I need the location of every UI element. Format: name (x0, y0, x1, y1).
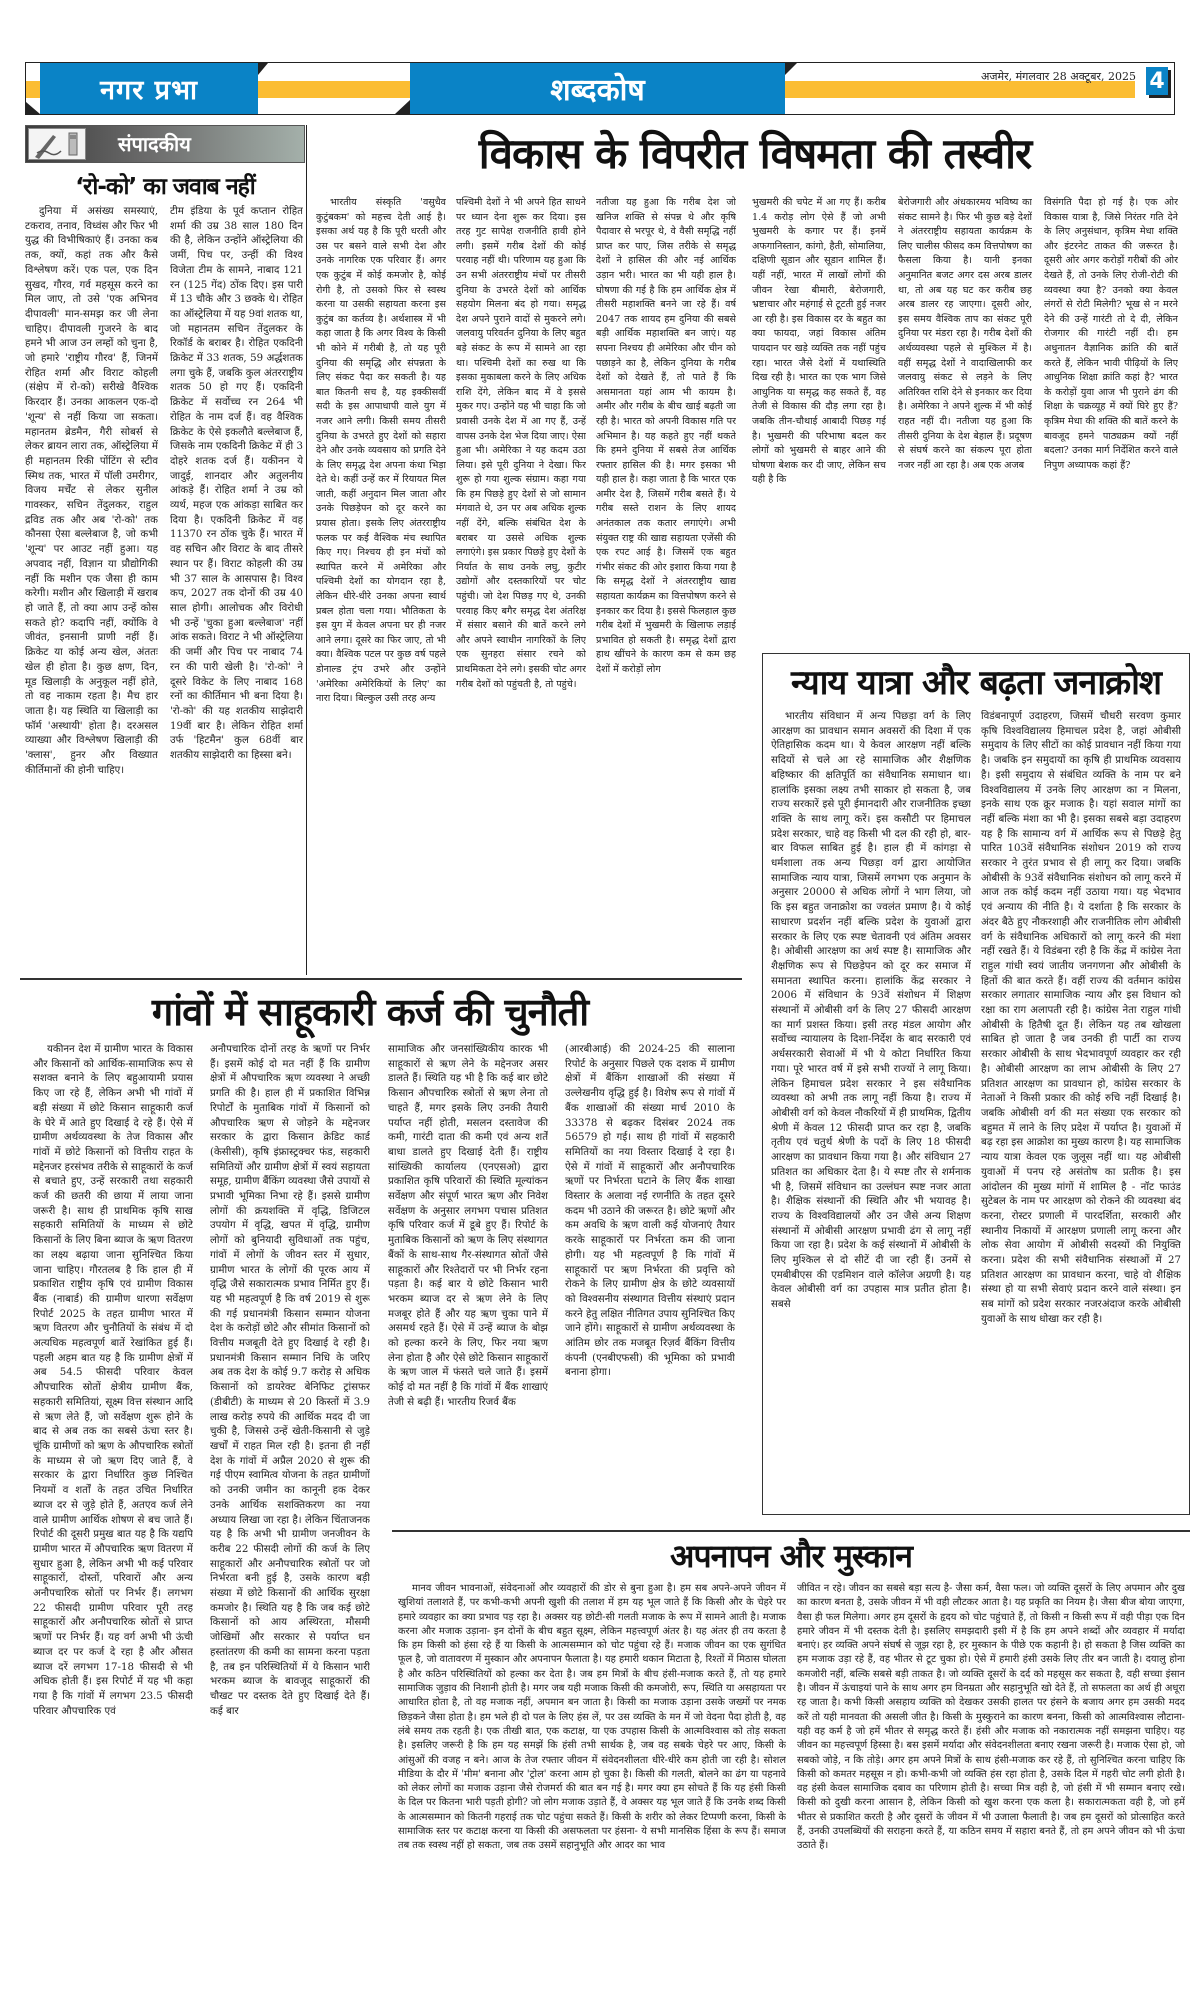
lead-article-column-5 (898, 196, 1032, 641)
rural-article-paragraph: यकीनन देश में ग्रामीण भारत के विकास और किसानों को आर्थिक-सामाजिक रूप से सशक्त बनाने के लिए बहुआयामी प्रयास किए जा रहे हैं, लेकिन अभी भी गांवों में बड़ी संख्या में छोटे किसान साहूकारी कर्ज के घेरे में आते हुए दिखाई दे रहे हैं। ऐसे में ग्रामीण अर्थव्यवस्था के तेज विकास और गांवों में छोटे किसानों को वित्तीय राहत के मद्देनजर हरसंभव तरीके से साहूकारों के कर्ज से बचाते हुए, उन्हें सरकारी तथा सहकारी कर्ज की छतरी की छाया में लाया जाना जरूरी है। साथ ही प्राथमिक कृषि साख सहकारी समितियों के माध्यम से छोटे किसानों के लिए बिना ब्याज के ऋण वितरण का लक्ष्य बढ़ाया जाना सुनिश्चित किया जाना चाहिए। गौरतलब है कि हाल ही में प्रकाशित राष्ट्रीय कृषि एवं ग्रामीण विकास बैंक (नाबार्ड) की ग्रामीण धारणा सर्वेक्षण रिपोर्ट 2025 के तहत ग्रामीण भारत में ऋण वितरण और चुनौतियों के संबंध में दो अत्यधिक महत्वपूर्ण बातें रेखांकित हुई हैं। पहली अहम बात यह है कि ग्रामीण क्षेत्रों में अब 54.5 फीसदी परिवार केवल औपचारिक स्रोतों क्षेत्रीय ग्रामीण बैंक, सहकारी समितियां, सूक्ष्म वित्त संस्थान आदि से ऋण लेते हैं, जो सर्वेक्षण शुरू होने के बाद से अब तक का सबसे ऊंचा स्तर है। चूंकि ग्रामीणों को ऋण के औपचारिक स्त्रोतों के माध्यम से जो ऋण दिए जाते हैं, वे सरकार के द्वारा निर्धारित कुछ निश्चित नियमों व शर्तों के तहत उचित निर्धारित ब्याज दर से जुड़े होते हैं, अतएव कर्ज लेने वाले ग्रामीण आर्थिक शोषण से बच जाते हैं। रिपोर्ट की दूसरी प्रमुख बात यह है कि यद्यपि ग्रामीण भारत में औपचारिक ऋण वितरण में सुधार हुआ है, लेकिन अभी भी कई परिवार साहूकारों, दोस्तों, परिवारों और अन्य अनौपचारिक स्रोतों पर निर्भर हैं। लगभग 22 फीसदी ग्रामीण परिवार पूरी तरह साहूकारों और अनौपचारिक स्रोतों से प्राप्त ऋणों पर निर्भर हैं। यह वर्ग अभी भी ऊंची ब्याज दर पर कर्ज दे रहा है और औसत ब्याज दरें लगभग 17-18 फीसदी से भी अधिक होती हैं। इस रिपोर्ट में यह भी कहा गया है कि गांवों में लगभग 23.5 फीसदी परिवार औपचारिक एवं (33, 1044, 193, 1717)
rural-article-headline: गांवों में साहूकारी कर्ज की चुनौती (151, 990, 589, 1034)
boxed-article-column-2 (981, 710, 1181, 1510)
rural-article-paragraph: सामाजिक और जनसांख्यिकीय कारक भी साहूकारों से ऋण लेने के मद्देनजर असर डालते हैं। स्थिति यह भी है कि कई बार छोटे किसान औपचारिक स्त्रोतों से ऋण लेना तो चाहते हैं, मगर इसके लिए उनकी तैयारी पर्याप्त नहीं होती, मसलन दस्तावेज की कमी, गारंटी दाता की कमी एवं अन्य शर्तें बाधा डालते हुए दिखाई देती हैं। राष्ट्रीय सांख्यिकी कार्यालय (एनएसओ) द्वारा प्रकाशित कृषि परिवारों की स्थिति मूल्यांकन सर्वेक्षण और संपूर्ण भारत ऋण और निवेश सर्वेक्षण के अनुसार लगभग पचास प्रतिशत कृषि परिवार कर्ज में डूबे हुए हैं। रिपोर्ट के मुताबिक किसानों को ऋण के लिए संस्थागत बैंकों के साथ-साथ गैर-संस्थागत स्रोतों जैसे साहूकारों और रिश्तेदारों पर भी निर्भर रहना पड़ता है। कई बार ये छोटे किसान भारी भरकम ब्याज दर से ऋण लेने के लिए मजबूर होते हैं और यह ऋण चुका पाने में असमर्थ रहते हैं। ऐसे में उन्हें ब्याज के बोझ को हल्का करने के लिए, फिर नया ऋण लेना होता है और ऐसे छोटे किसान साहूकारों के ऋण जाल में फंसते चले जाते हैं। इसमें कोई दो मत नहीं है कि गांवों में बैंक शाखाएं तेजी से बढ़ी हैं। भारतीय रिजर्व बैंक (388, 1044, 548, 1408)
smile-article-paragraph: जीवित न रहे। जीवन का सबसे बड़ा सत्य है- जैसा कर्म, वैसा फल। जो व्यक्ति दूसरों के लिए अपमान और दुख का कारण बनता है, उसके जीवन में भी वही लौटकर आता है। यह प्रकृति का नियम है। जैसा बीज बोया जाएगा, वैसा ही फल मिलेगा। अगर हम दूसरों के हृदय को चोट पहुंचाते हैं, तो किसी न किसी रूप में वही पीड़ा एक दिन हमारे जीवन में भी दस्तक देती है। इसलिए समझदारी इसी में है कि हम अपने शब्दों और व्यवहार में मर्यादा बनाएं। हर व्यक्ति अपने संघर्ष से जूझ रहा है, हर मुस्कान के पीछे एक कहानी है। हो सकता है जिस व्यक्ति का हम मजाक उड़ा रहे हैं, वह भीतर से टूट चुका हो। ऐसे में हमारी हंसी उसके लिए तीर बन जाती है। दयालु होना कमजोरी नहीं, बल्कि सबसे बड़ी ताकत है। जो व्यक्ति दूसरों के दर्द को महसूस कर सकता है, वही सच्चा इंसान है। जीवन में ऊंचाइयां पाने के साथ अगर हम विनम्रता और सहानुभूति खो देते हैं, तो सफलता का अर्थ ही अधूरा रह जाता है। कभी किसी असहाय व्यक्ति को देखकर उसकी हालत पर हंसने के बजाय अगर हम उसकी मदद करें तो यही मानवता की असली जीत है। किसी के मुस्कुराने का कारण बनना, किसी को आत्मविश्वास लौटाना- यही वह कर्म है जो हमें भीतर से समृद्ध करते हैं। हंसी और मजाक को नकारात्मक नहीं समझना चाहिए। यह जीवन का महत्त्वपूर्ण हिस्सा है। बस इसमें मर्यादा और संवेदनशीलता बनाए रखना जरूरी है। मजाक ऐसा हो, जो सबको जोड़े, न कि तोड़े। अगर हम अपने मित्रों के साथ हंसी-मजाक कर रहे हैं, तो सुनिश्चित करना चाहिए कि किसी को कमतर महसूस न हो। कभी-कभी जो व्यक्ति हंस रहा होता है, उसके दिल में गहरी चोट लगी होती है। वह हंसी केवल सामाजिक दबाव का परिणाम होती है। सच्चा मित्र वही है, जो हंसी में भी सम्मान बनाए रखे। किसी को दुखी करना आसान है, लेकिन किसी को खुश करना एक कला है। सकारात्मकता वही है, जो हमें भीतर से प्रकाशित करती है और दूसरों के जीवन में भी उजाला फैलाती है। जब हम दूसरों को प्रोत्साहित करते हैं, उनकी उपलब्धियों की सराहना करते हैं, या कठिन समय में सहारा बनते हैं, तो हम अपने जीवन को भी ऊंचा उठाते हैं। (797, 1583, 1185, 1852)
lead-article-column-6 (1044, 196, 1178, 641)
editorial-banner (25, 125, 305, 163)
boxed-article-paragraph: भारतीय संविधान में अन्य पिछड़ा वर्ग के लिए आरक्षण का प्रावधान समान अवसरों की दिशा में एक ऐतिहासिक कदम था। ये केवल आरक्षण नहीं बल्कि सदियों से चले आ रहे सामाजिक और शैक्षणिक बहिष्कार की क्षतिपूर्ति का संवैधानिक समाधान था। हालांकि इसका लक्ष्य तभी साकार हो सकता है, जब राज्य सरकारें इसे पूरी ईमानदारी और राजनीतिक इच्छा शक्ति के साथ लागू करें। इस कसौटी पर हिमाचल प्रदेश सरकार, चाहे वह किसी भी दल की रही हो, बार-बार विफल साबित हुई है। हाल ही में कांगड़ा से धर्मशाला तक अन्य पिछड़ा वर्ग द्वारा आयोजित सामाजिक न्याय यात्रा, जिसमें लगभग एक अनुमान के अनुसार 20000 से अधिक लोगों ने भाग लिया, जो कि इस बहुत जनाक्रोश का ज्वलंत प्रमाण है। ये कोई साधारण प्रदर्शन नहीं बल्कि प्रदेश के युवाओं द्वारा सरकार के लिए एक स्पष्ट चेतावनी एवं अंतिम अवसर है। ओबीसी आरक्षण का अर्थ स्पष्ट है। सामाजिक और शैक्षणिक रूप से पिछड़ेपन को दूर कर समाज में समानता स्थापित करना। हालांकि केंद्र सरकार ने 2006 में संविधान के 93वें संशोधन में शिक्षण संस्थानों में ओबीसी वर्ग के लिए 27 फीसदी आरक्षण का मार्ग प्रशस्त किया। इसी तरह मंडल आयोग और सर्वोच्च न्यायालय के दिशा-निर्देश के बाद सरकारी एवं अर्धसरकारी सेवाओं में भी ये कोटा निर्धारित किया गया। पूरे भारत वर्ष में इसे सभी राज्यों ने लागू किया। लेकिन हिमाचल प्रदेश सरकार ने इस संवैधानिक व्यवस्था को अभी तक लागू नहीं किया है। राज्य में ओबीसी वर्ग को केवल नौकरियों में ही प्राथमिक, द्वितीय श्रेणी में केवल 12 फीसदी प्राप्त कर रहा है, जबकि तृतीय एवं चतुर्थ श्रेणी के पदों के लिए 18 फीसदी आरक्षण का प्रावधान किया गया है। और संविधान 27 प्रतिशत का अधिकार देता है। ये स्पष्ट तौर से शर्मनाक भी है, जिसमें संविधान का उल्लंघन स्पष्ट नजर आता है। शैक्षिक संस्थानों की स्थिति और भी भयावह है। राज्य के विश्वविद्यालयों और उन जैसे अन्य शिक्षण संस्थानों में ओबीसी आरक्षण प्रभावी ढंग से लागू नहीं किया जा रहा है। प्रदेश के कई संस्थानों में ओबीसी के लिए मुश्किल से दो सीटें दी जा रही हैं। उनमें से एमबीबीएस की एडमिशन वाले कॉलेज अग्रणी है। यह केवल ओबीसी वर्ग का उपहास मात्र प्रतीत होता है। सबसे (771, 711, 971, 1311)
section-name-nagar-prabha: नगर प्रभा (40, 63, 258, 114)
boxed-article (762, 653, 1190, 1515)
masthead-corner-triangle (785, 63, 797, 75)
rural-article-column-2 (210, 1043, 370, 1983)
lead-article-paragraph: विसंगति पैदा हो गई है। एक ओर विकास यात्रा है, जिसे निरंतर गति देने के लिए अनुसंधान, कृत्रिम मेधा शक्ति और इंटरनेट ताकत की जरूरत है। दूसरी ओर अगर करोड़ों गरीबों की ओर देखते हैं, तो उनके लिए रोजी-रोटी की व्यवस्था क्या है? उनको क्या केवल लंगरों से रोटी मिलेगी? भूख से न मरने देने की उन्हें गारंटी तो दे दी, लेकिन रोजगार की गारंटी नहीं दी। हम अधुनातन वैज्ञानिक क्रांति की बातें करते हैं, लेकिन भावी पीढ़ियों के लिए आधुनिक शिक्षा क्रांति कहां है? भारत के करोड़ों युवा आज भी पुराने ढंग की शिक्षा के चक्रव्यूह में क्यों घिरे हुए हैं? कृत्रिम मेधा की शक्ति की बातें करने के बावजूद हमने पाठ्यक्रम क्यों नहीं बदला? उनका मार्ग निर्देशित करने वाले निपुण अध्यापक कहां हैं? (1044, 197, 1178, 471)
rural-article-paragraph: अनौपचारिक दोनों तरह के ऋणों पर निर्भर हैं। इसमें कोई दो मत नहीं हैं कि ग्रामीण क्षेत्रों में औपचारिक ऋण व्यवस्था ने अच्छी प्रगति की है। हाल ही में प्रकाशित विभिन्न रिपोर्टों के मुताबिक गांवों में किसानों को औपचारिक ऋण से जोड़ने के मद्देनजर सरकार के द्वारा किसान क्रेडिट कार्ड (केसीसी), कृषि इंफ्रास्ट्रक्चर फंड, सहकारी समितियों और ग्रामीण क्षेत्रों में स्वयं सहायता समूह, ग्रामीण बैंकिंग व्यवस्था जैसे उपायों से प्रभावी भूमिका निभा रहे हैं। इससे ग्रामीण लोगों की क्रयशक्ति में वृद्धि, डिजिटल उपयोग में वृद्धि, खपत में वृद्धि, ग्रामीण लोगों को बुनियादी सुविधाओं तक पहुंच, गांवों में लोगों के जीवन स्तर में सुधार, ग्रामीण भारत के लोगों की पूरक आय में वृद्धि जैसे सकारात्मक प्रभाव निर्मित हुए हैं। यह भी महत्वपूर्ण है कि वर्ष 2019 से शुरू की गई प्रधानमंत्री किसान सम्मान योजना देश के करोड़ों छोटे और सीमांत किसानों को वित्तीय मजबूती देते हुए दिखाई दे रही है। प्रधानमंत्री किसान सम्मान निधि के जरिए अब तक देश के कोई 9.7 करोड़ से अधिक किसानों को डायरेक्ट बेनिफिट ट्रांसफर (डीबीटी) के माध्यम से 20 किस्तों में 3.9 लाख करोड़ रुपये की आर्थिक मदद दी जा चुकी है, जिससे उन्हें खेती-किसानी से जुड़े खर्चों में राहत मिल रही है। इतना ही नहीं देश के गांवों में अप्रैल 2020 से शुरू की गई पीएम स्वामित्व योजना के तहत ग्रामीणों को उनकी जमीन का कानूनी हक देकर उनके आर्थिक सशक्तिकरण का नया अध्याय लिखा जा रहा है। लेकिन चिंताजनक यह है कि अभी भी ग्रामीण जनजीवन के करीब 22 फीसदी लोगों की कर्ज के लिए साहूकारों और अनौपचारिक स्त्रोतों पर जो निर्भरता बनी हुई है, उसके कारण बड़ी संख्या में छोटे किसानों की आर्थिक सुरक्षा कमजोर है। स्थिति यह है कि जब कई छोटे किसानों को आय अस्थिरता, मौसमी जोखिमों और सरकार से पर्याप्त धन हस्तांतरण की कमी का सामना करना पड़ता है, तब इन परिस्थितियों में ये किसान भारी भरकम ब्याज के बावजूद साहूकारों की चौखट पर दस्तक देते हुए दिखाई देते हैं। कई बार (210, 1044, 370, 1717)
pen-writing-icon (28, 128, 86, 160)
boxed-article-column-1 (771, 710, 971, 1510)
masthead-corner-triangle (395, 100, 410, 114)
section-divider (20, 978, 742, 980)
lead-article-paragraph: भारतीय संस्कृति 'वसुधैव कुटुंबकम' को महत्त्व देती आई है। इसका अर्थ यह है कि पूरी धरती और उस पर बसने वाले सभी देश और उनके नागरिक एक परिवार हैं। अगर एक कुटुंब में कोई कमजोर है, कोई रोगी है, तो उसको फिर से स्वस्थ करना या उसकी सहायता करना इस कुटुंब का कर्तव्य है। अर्थशास्त्र में भी कहा जाता है कि अगर विश्व के किसी भी कोने में गरीबी है, तो यह पूरी दुनिया की समृद्धि और संपन्नता के लिए संकट पैदा कर सकती है। यह बात कितनी सच है, यह इक्कीसवीं सदी के इस आपाधापी वाले युग में नजर आने लगी। किसी समय तीसरी दुनिया के उभरते हुए देशों को सहारा देने और उनके व्यवसाय को प्रगति देने के लिए समृद्ध देश अपना कंधा भिड़ा देते थे। कहीं उन्हें कर में रियायत मिल जाती, कहीं अनुदान मिल जाता और उनके पिछड़ेपन को दूर करने का प्रयास होता। इसके लिए अंतरराष्ट्रीय फलक पर कई वैश्विक मंच स्थापित किए गए। निश्चय ही इन मंचों को स्थापित करने में अमेरिका और पश्चिमी देशों का योगदान रहा है, लेकिन धीरे-धीरे उनका अपना स्वार्थ प्रबल होता चला गया। भौतिकता के इस युग में केवल अपना घर ही नजर आने लगा। दूसरे का फिर जाए, तो भी क्या। वैश्विक पटल पर कुछ वर्ष पहले डोनाल्ड ट्रंप उभरे और उन्होंने 'अमेरिका अमेरिकियों के लिए' का नारा दिया। बिल्कुल उसी तरह अन्य (316, 197, 446, 705)
lead-article-column-2 (456, 196, 586, 974)
column-gutter (745, 128, 746, 978)
rural-article-column-4 (565, 1043, 735, 1513)
rural-article-paragraph: (आरबीआई) की 2024-25 की सालाना रिपोर्ट के अनुसार पिछले एक दशक में ग्रामीण क्षेत्रों में बैंकिंग शाखाओं की संख्या में उल्लेखनीय वृद्धि हुई है। विशेष रूप से गांवों में बैंक शाखाओं की संख्या मार्च 2010 के 33378 से बढ़कर दिसंबर 2024 तक 56579 हो गई। साथ ही गांवों में सहकारी समितियों का नया विस्तार दिखाई दे रहा है। ऐसे में गांवों में साहूकारों और अनौपचारिक ऋणों पर निर्भरता घटाने के लिए बैंक शाखा विस्तार के अलावा नई रणनीति के तहत दूसरे कदम भी उठाने की जरूरत है। छोटे ऋणों और कम अवधि के ऋण वाली कई योजनाएं तैयार करके साहूकारों पर निर्भरता कम की जाना होगी। यह भी महत्वपूर्ण है कि गांवों में साहूकारों पर ऋण निर्भरता की प्रवृत्ति को रोकने के लिए ग्रामीण क्षेत्र के छोटे व्यवसायों को विश्वसनीय संस्थागत वित्तीय संस्थाएं प्रदान करने हेतु लक्षित नीतिगत उपाय सुनिश्चित किए जाने होंगे। साहूकारों से ग्रामीण अर्थव्यवस्था के आंतिम छोर तक मजबूत रिज़र्व बैंकिंग वित्तीय कंपनी (एनबीएफसी) की भूमिका को प्रभावी बनाना होगा। (565, 1044, 735, 1379)
editorial-title: ‘रो-को’ का जवाब नहीं (75, 174, 255, 200)
lead-article-column-3 (596, 196, 736, 974)
boxed-article-headline: न्याय यात्रा और बढ़ता जनाक्रोश (790, 663, 1162, 703)
rural-article-column-1 (33, 1043, 193, 1983)
masthead-corner-triangle (258, 63, 268, 75)
editorial-column-1 (25, 205, 158, 975)
lead-article-column-4 (752, 196, 886, 641)
masthead-stripe-middle (258, 81, 410, 98)
section-name-shabdkosh: शब्दकोष (410, 63, 785, 114)
lead-article-paragraph: भुखमरी की चपेट में आ गए हैं। करीब 1.4 करोड़ लोग ऐसे हैं जो अभी भुखमरी के कगार पर हैं। इनमें अफगानिस्तान, कांगो, हैती, सोमालिया, दक्षिणी सूडान और सूडान शामिल हैं। यहीं नहीं, भारत में लाखों लोगों की जीवन रेखा बीमारी, बेरोजगारी, भ्रष्टाचार और महंगाई से टूटती हुई नजर आ रही है। इस विकास दर के बहुत का क्या फायदा, जहां विकास अंतिम पायदान पर खड़े व्यक्ति तक नहीं पहुंच रहा। भारत जैसे देशों में यथास्थिति दिख रही है। भारत का एक भाग जिसे आधुनिक या समृद्ध कह सकते हैं, वह तेजी से विकास की दौड़ लगा रहा है। जबकि तीन-चौथाई आबादी पिछड़ गई है। भुखमरी की परिभाषा बदल कर लोगों को भुखमरी से बाहर आने की घोषणा बेशक कर दी जाए, लेकिन सच यही है कि (752, 197, 886, 486)
smile-article-column-1 (398, 1582, 786, 1982)
lead-article-paragraph: बेरोजगारी और अंधकारमय भविष्य का संकट सामने है। फिर भी कुछ बड़े देशों ने अंतरराष्ट्रीय सहायता कार्यक्रम के लिए चालीस फीसद कम वित्तपोषण का फैसला किया है। यानी इनका अनुमानित बजट अगर दस अरब डालर था, तो अब यह घट कर करीब छह अरब डालर रह जाएगा। दूसरी ओर, इस समय वैश्विक ताप का संकट पूरी दुनिया पर मंडरा रहा है। गरीब देशों की अर्थव्यवस्था पहले से मुश्किल में है। वहीं समृद्ध देशों ने वादाखिलाफी कर जलवायु संकट से लड़ने के लिए अतिरिक्त राशि देने से इनकार कर दिया है। अमेरिका ने अपने शुल्क में भी कोई राहत नहीं दी। नतीजा यह हुआ कि तीसरी दुनिया के देश बेहाल हैं। प्रदूषण से संघर्ष करने का संकल्प पूरा होता नजर नहीं आ रहा है। अब एक अजब (898, 197, 1032, 471)
editorial-section (25, 125, 307, 975)
editorial-paragraph: टीम इंडिया के पूर्व कप्तान रोहित शर्मा की उम्र 38 साल 180 दिन की है, लेकिन उन्होंने ऑस्ट्रेलिया की जमीं, पिच पर, उन्हीं की विश्व विजेता टीम के सामने, नाबाद 121 रन (125 गेंद) ठोंक दिए। इस पारी में 13 चौके और 3 छक्के थे। रोहित का ऑस्ट्रेलिया में यह 9वां शतक था, जो महानतम सचिन तेंदुलकर के रिकॉर्ड के बराबर है। रोहित एकदिनी क्रिकेट में 33 शतक, 59 अर्द्धशतक लगा चुके हैं, जबकि कुल अंतरराष्ट्रीय शतक 50 हो गए हैं। एकदिनी क्रिकेट में सर्वोच्च रन 264 भी रोहित के नाम दर्ज हैं। वह वैश्विक क्रिकेट के ऐसे इकलौते बल्लेबाज हैं, जिसके नाम एकदिनी क्रिकेट में ही 3 दोहरे शतक दर्ज हैं। यकीनन ये जादुई, शानदार और अतुलनीय आंकड़े हैं। रोहित शर्मा ने उम्र को व्यर्थ, महज एक आंकड़ा साबित कर दिया है। एकदिनी क्रिकेट में वह 11370 रन ठोंक चुके हैं। भारत में वह सचिन और विराट के बाद तीसरे स्थान पर हैं। विराट कोहली की उम्र भी 37 साल के आसपास है। विश्व कप, 2027 तक दोनों की उम्र 40 साल होगी। आलोचक और विरोधी भी उन्हें 'चुका हुआ बल्लेबाज' नहीं आंक सकते। विराट ने भी ऑस्ट्रेलिया की जमीं और पिच पर नाबाद 74 रन की पारी खेली है। 'रो-को' ने दूसरे विकेट के लिए नाबाद 168 रनों का कीर्तिमान भी बना दिया है। 'रो-को' की यह शतकीय साझेदारी 19वीं बार है। लेकिन रोहित शर्मा उर्फ 'हिटमैन' कुल 68वीं बार शतकीय साझेदारी का हिस्सा बने। (170, 206, 303, 762)
boxed-article-paragraph: विडंबनापूर्ण उदाहरण, जिसमें चौधरी सरवण कुमार कृषि विश्वविद्यालय हिमाचल प्रदेश है, जहां ओबीसी समुदाय के लिए सीटों का कोई प्रावधान नहीं किया गया है। जबकि इन समुदायों का कृषि ही प्राथमिक व्यवसाय है। इसी समुदाय से संबंधित व्यक्ति के नाम पर बने विश्वविद्यालय में उनके लिए आरक्षण का न मिलना, इनके साथ एक क्रूर मजाक है। यहां सवाल मांगों का नहीं बल्कि मंशा का भी है। इसका सबसे बड़ा उदाहरण यह है कि सामान्य वर्ग में आर्थिक रूप से पिछड़े हेतु पारित 103वें संवैधानिक संशोधन 2019 को राज्य सरकार ने तुरंत प्रभाव से ही लागू कर दिया। जबकि ओबीसी के 93वें संवैधानिक संशोधन को लागू करने में आज तक कोई कदम नहीं उठाया गया। यह भेदभाव एवं अन्याय की नीति है। ये दर्शाता है कि सरकार के अंदर बैठे हुए नौकरशाही और राजनीतिक लोग ओबीसी वर्ग के संवैधानिक अधिकारों को लागू करने की मंशा नहीं रखते हैं। ये विडंबना रही है कि केंद्र में कांग्रेस नेता राहुल गांधी स्वयं जातीय जनगणना और ओबीसी के हितों की बात करते हैं। वहीं राज्य की वर्तमान कांग्रेस सरकार लगातार सामाजिक न्याय और इस विधान को रक्षा का राग अलापती रही है। कांग्रेस नेता राहुल गांधी ओबीसी के हितैषी दूत हैं। लेकिन यह तब खोखला साबित हो जाता है जब उनकी ही पार्टी का राज्य सरकार ओबीसी के साथ भेदभावपूर्ण व्यवहार कर रही है। ओबीसी आरक्षण का लाभ ओबीसी के लिए 27 प्रतिशत आरक्षण का प्रावधान हो, कांग्रेस सरकार के नेताओं ने किसी प्रकार की कोई रुचि नहीं दिखाई है। जबकि ओबीसी वर्ग की मत संख्या एक सरकार को बहुमत में लाने के लिए प्रदेश में पर्याप्त है। युवाओं में बढ़ रहा इस आक्रोश का मुख्य कारण है। यह सामाजिक न्याय यात्रा केवल एक जुलूस नहीं था। यह ओबीसी युवाओं में पनप रहे असंतोष का प्रतीक है। इस आंदोलन की मुख्य मांगों में शामिल है - नॉट फाउंड सुटेबल के नाम पर आरक्षण को रोकने की व्यवस्था बंद करना, रोस्टर प्रणाली में पारदर्शिता, सरकारी और स्थानीय निकायों में आरक्षण प्रणाली लागू करना और लोक सेवा आयोग में ओबीसी सदस्यों की नियुक्ति करना। प्रदेश की सभी संवैधानिक संस्थाओं में 27 प्रतिशत आरक्षण का प्रावधान करना, चाहे वो शैक्षिक संस्था हो या सभी सेवाएं प्रदान करने वाले संस्था। इन सब मांगों को प्रदेश सरकार नजरअंदाज करके ओबीसी युवाओं के साथ धोखा कर रही है। (981, 711, 1181, 1325)
smile-article-column-2 (797, 1582, 1185, 1982)
lead-article-column-1 (316, 196, 446, 974)
dateline: अजमेर, मंगलवार 28 अक्टूबर, 2025 (980, 70, 1136, 83)
editorial-column-2 (170, 205, 303, 975)
editorial-paragraph: दुनिया में असंख्य समस्याएं, टकराव, तनाव, विध्वंस और फिर भी युद्ध की विभीषिकाएं हैं। उनका कब तक, क्यों, कहां तक और कैसे विश्लेषण करें। एक पल, एक दिन सुखद, गौरव, गर्व महसूस करने का मिल जाए, तो उसे 'एक अभिनव दीपावली' मान-समझ कर जी लेना चाहिए। दीपावली गुजरने के बाद हमने भी आज उन लम्हों को चुना है, जो हमारे 'राष्ट्रीय गौरव' हैं, जिनमें रोहित शर्मा और विराट कोहली (संक्षेप में रो-को) सरीखे वैश्विक किरदार हैं। उनका आकलन एक-दो 'शून्य' से नहीं किया जा सकता। महानतम ब्रेडमैन, गैरी सोबर्स से लेकर ब्रायन लारा तक, ऑस्ट्रेलिया में ही महानतम रिकी पोंटिंग से स्टीव स्मिथ तक, भारत में पॉली उमरीगर, विजय मर्चेंट से लेकर सुनील गावस्कर, सचिन तेंदुलकर, राहुल द्रविड तक और अब 'रो-को' तक कौनसा ऐसा बल्लेबाज है, जो कभी 'शून्य' पर आउट नहीं हुआ। यह अपवाद नहीं, विज्ञान या प्रौद्योगिकी नहीं कि मशीन एक जैसा ही काम करेगी। मशीन और खिलाड़ी में खराब हो जाते हैं, तो क्या आप उन्हें कोस सकते हो? कदापि नहीं, क्योंकि वे जीवंत, इनसानी प्राणी नहीं हैं। क्रिकेट या कोई अन्य खेल, अंततः खेल ही होता है। कुछ क्षण, दिन, मूड खिलाड़ी के अनुकूल नहीं होते, तो वह नाकाम रहता है। मैच हार जाता है। यह स्थिति या खिलाड़ी का फॉर्म 'अस्थायी' होता है। दरअसल व्याख्या और विश्लेषण खिलाड़ी की 'क्लास', हुनर और विख्यात कीर्तिमानों की होनी चाहिए। (25, 206, 158, 776)
page-number: 4 (1146, 67, 1168, 95)
section-divider (392, 1530, 1190, 1532)
lead-article-paragraph: नतीजा यह हुआ कि गरीब देश जो खनिज शक्ति से संपन्न थे और कृषि पैदावार से भरपूर थे, वे वैसी समृद्धि नहीं प्राप्त कर पाए, जिस तरीके से समृद्ध देशों ने हासिल की और नई आर्थिक उड़ान भरी। भारत का भी यही हाल है। घोषणा की गई है कि हम आर्थिक क्षेत्र में तीसरी महाशक्ति बनने जा रहे हैं। वर्ष 2047 तक शायद हम दुनिया की सबसे बड़ी आर्थिक महाशक्ति बन जाएं। यह सपना निश्चय ही अमेरिका और चीन को पछाड़ने का है, लेकिन दुनिया के गरीब देशों को देखते हैं, तो पाते हैं कि असमानता यहां आम भी कायम है। अमीर और गरीब के बीच खाई बढ़ती जा रही है। भारत को अपनी विकास गति पर अभिमान है। यह कहते हुए नहीं थकते कि हमने दुनिया में सबसे तेज आर्थिक रफ्तार हासिल की है। मगर इसका भी यही हाल है। कहा जाता है कि भारत एक अमीर देश है, जिसमें गरीब बसते हैं। ये गरीब सस्ते राशन के लिए शायद अनंतकाल तक कतार लगाएंगे। अभी संयुक्त राष्ट्र की खाद्य सहायता एजेंसी की एक रपट आई है। जिसमें एक बहुत गंभीर संकट की ओर इशारा किया गया है कि समृद्ध देशों ने अंतरराष्ट्रीय खाद्य सहायता कार्यक्रम का वित्तपोषण करने से इनकार कर दिया है। इससे फिलहाल कुछ गरीब देशों में भुखमरी के खिलाफ लड़ाई प्रभावित हो सकती है। समृद्ध देशों द्वारा हाथ खींचने के कारण कम से कम छह देशों में करोड़ों लोग (596, 197, 736, 675)
masthead (25, 62, 1175, 115)
rural-article-column-3 (388, 1043, 548, 1513)
masthead-stripe-left (26, 81, 40, 98)
lead-article-headline: विकास के विपरीत विषमता की तस्वीर (478, 129, 1032, 178)
lead-article-paragraph: पश्चिमी देशों ने भी अपने हित साधने पर ध्यान देना शुरू कर दिया। इस तरह गुट सापेक्ष राजनीति हावी होने लगी। इसमें गरीब देशों की कोई परवाह नहीं थी। परिणाम यह हुआ कि उन सभी अंतरराष्ट्रीय मंचों पर तीसरी दुनिया के उभरते देशों को आर्थिक सहयोग मिलना बंद हो गया। समृद्ध देश अपने पुराने वादों से मुकरने लगे। जलवायु परिवर्तन दुनिया के लिए बहुत बड़े संकट के रूप में सामने आ रहा था। पश्चिमी देशों का रुख था कि इसका मुकाबला करने के लिए अधिक राशि देंगे, लेकिन बाद में वे इससे मुकर गए। उन्होंने यह भी चाहा कि जो प्रवासी उनके देश में आ गए हैं, उन्हें वापस उनके देश भेज दिया जाए। ऐसा हुआ भी। अमेरिका ने यह कदम उठा लिया। इसे पूरी दुनिया ने देखा। फिर शुरू हो गया शुल्क संग्राम। कहा गया कि हम पिछड़े हुए देशों से जो सामान मंगवाते थे, उन पर अब अधिक शुल्क नहीं देंगे, बल्कि संबंधित देश के बराबर या उससे अधिक शुल्क लगाएंगे। इस प्रकार पिछड़े हुए देशों के निर्यात के साथ उनके लघु, कुटीर उद्योगों और दस्तकारियों पर चोट पहुंची। जो देश पिछड़ गए थे, उनकी परवाह किए बगैर समृद्ध देश अंतरिक्ष में संसार बसाने की बातें करने लगे और अपने स्वाधीन नागरिकों के लिए एक सुनहरा संसार रचने को प्राथमिकता देने लगे। इसकी चोट अगर गरीब देशों को पहुंचती है, तो पहुंचे। (456, 197, 586, 690)
smile-article-paragraph: मानव जीवन भावनाओं, संवेदनाओं और व्यवहारों की डोर से बुना हुआ है। हम सब अपने-अपने जीवन में खुशियां तलाशते हैं, पर कभी-कभी अपनी खुशी की तलाश में हम यह भूल जाते हैं कि किसी और के चेहरे पर हमारे व्यवहार का क्या प्रभाव पड़ रहा है। अक्सर यह छोटी-सी गलती मजाक के रूप में सामने आती है। मजाक करना और मजाक उड़ाना- इन दोनों के बीच बहुत सूक्ष्म, लेकिन महत्त्वपूर्ण अंतर है। यह अंतर ही तय करता है कि हम किसी को हंसा रहे हैं या किसी के आत्मसम्मान को चोट पहुंचा रहे हैं। मजाक जीवन का एक सुगंधित फूल है, जो वातावरण में मुस्कान और अपनापन फैलाता है। यह हमारी थकान मिटाता है, रिश्तों में मिठास घोलता है और कठिन परिस्थितियों को हल्का कर देता है। जब हम मित्रों के बीच हंसी-मजाक करते हैं, तो यह हमारे सामाजिक जुड़ाव की निशानी होती है। मगर जब यही मजाक किसी की कमजोरी, रूप, स्थिति या असहायता पर आधारित होता है, तो वह मजाक नहीं, अपमान बन जाता है। किसी का मजाक उड़ाना उसके जख्मों पर नमक छिड़कने जैसा होता है। हम भले ही दो पल के लिए हंस लें, पर उस व्यक्ति के मन में जो वेदना पैदा होती है, वह लंबे समय तक रहती है। एक तीखी बात, एक कटाक्ष, या एक उपहास किसी के आत्मविश्वास को तोड़ सकता है। इसलिए जरूरी है कि हम यह समझें कि हंसी तभी सार्थक है, जब वह सबके चेहरे पर आए, किसी के आंसुओं की वजह न बने। आज के तेज रफ्तार जीवन में संवेदनशीलता धीरे-धीरे कम होती जा रही है। सोशल मीडिया के दौर में 'मीम' बनाना और 'ट्रोल' करना आम हो चुका है। किसी की गलती, बोलने का ढंग या पहनावे को लेकर लोगों का मजाक उड़ाना जैसे रोजमर्रा की बात बन गई है। मगर क्या हम सोचते हैं कि यह हंसी किसी के दिल पर कितना भारी पड़ती होगी? जो लोग मजाक उड़ाते हैं, वे अक्सर यह भूल जाते हैं कि उनके शब्द किसी के आत्मसम्मान को कितनी गहराई तक चोट पहुंचा सकते हैं। किसी के शरीर को लेकर टिप्पणी करना, किसी के सामाजिक स्तर पर कटाक्ष करना या किसी की असफलता पर हंसना- ये सभी मानसिक हिंसा के रूप हैं। समाज तब तक स्वस्थ नहीं हो सकता, जब तक उसमें सहानुभूति और आदर का भाव (398, 1583, 786, 1852)
editorial-label: संपादकीय (118, 132, 191, 156)
masthead-corner-triangle (26, 102, 40, 114)
smile-article-headline: अपनापन और मुस्कान (670, 1537, 912, 1575)
